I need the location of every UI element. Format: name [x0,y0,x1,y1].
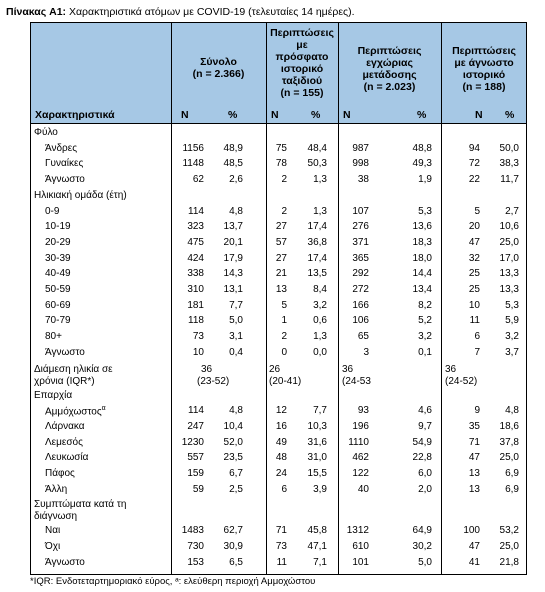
table-cell: 78 [275,158,287,170]
table-cell: 114 [188,205,204,217]
header-pct: % [311,109,321,121]
median-value: 36 [201,363,213,375]
table-cell: 10,4 [223,420,243,432]
table-cell: 71 [275,525,287,537]
table-cell: 6,9 [505,483,519,495]
table-cell: 3,9 [313,483,327,495]
row-label: 80+ [45,331,62,343]
table-cell: 6 [474,331,480,343]
table-cell: 10 [192,346,204,358]
table-cell: 3,2 [505,331,519,343]
table-cell: 47,1 [307,541,327,553]
table-cell: 1148 [182,158,204,170]
table-cell: 107 [352,205,369,217]
table-cell: 1 [281,315,287,327]
table-cell: 106 [352,315,369,327]
table-cell: 1,3 [313,174,327,186]
table-cell: 114 [188,405,204,417]
table-cell: 65 [357,331,369,343]
table-cell: 5,0 [418,556,432,568]
section-label: Επαρχία [34,389,73,401]
median-value: 36 [342,363,354,375]
table-cell: 6 [281,483,287,495]
table-cell: 6,7 [229,468,243,479]
table-cell: 4,8 [229,205,243,217]
table-cell: 24 [275,468,287,479]
table-cell: 47 [468,541,480,553]
table-cell: 9 [474,405,480,417]
footnote: *IQR: Ενδοτεταρτημοριακό εύρος, ᵃ: ελεύθερη περιοχή Αμμοχώστου [30,576,316,587]
row-label: 60-69 [45,299,71,311]
section-label: Φύλο [34,127,58,138]
table-cell: 3 [363,346,369,358]
header-pct: % [505,109,515,121]
header-total: Σύνολο (n = 2.366) [192,56,245,80]
table-cell: 100 [463,525,480,537]
median-iqr: (20-41) [269,375,302,387]
header-divider [31,123,526,124]
header-n: N [475,109,483,121]
table-cell: 8,2 [418,299,432,311]
table-cell: 2 [281,331,287,343]
table-cell: 3,2 [418,331,432,343]
row-label: Γυναίκες [45,158,84,170]
row-label: Άνδρες [45,142,78,154]
table-cell: 6,0 [418,468,432,479]
table-cell: 424 [187,252,204,264]
table-cell: 3,7 [505,346,519,358]
table-cell: 30,9 [223,541,243,553]
table-cell: 0,4 [229,346,243,358]
header-n: N [181,109,189,121]
table-cell: 31,6 [307,436,327,448]
table-cell: 153 [187,556,204,568]
table-cell: 987 [352,142,369,154]
table-cell: 1,3 [313,205,327,217]
table-cell: 5,9 [505,315,519,327]
table-cell: 365 [352,252,369,264]
row-label: 50-59 [45,284,71,295]
table-cell: 23,5 [223,452,243,464]
table-cell: 6,5 [229,556,243,568]
table-cell: 45,8 [307,525,327,537]
covid-characteristics-table [30,22,527,575]
row-label: 70-79 [45,315,71,327]
table-cell: 25,0 [499,236,519,248]
table-cell: 25 [468,284,480,295]
table-cell: 196 [352,420,369,432]
row-label: 20-29 [45,236,71,248]
table-cell: 0,1 [418,346,432,358]
table-cell: 462 [352,452,369,464]
row-label: Άγνωστο [45,556,85,568]
table-cell: 62,7 [223,525,243,537]
table-cell: 5,3 [505,299,519,311]
table-cell: 181 [187,299,204,311]
table-cell: 18,6 [499,420,519,432]
table-cell: 2,6 [229,174,243,186]
table-cell: 59 [192,483,204,495]
table-cell: 7,7 [313,405,327,417]
row-label: Άλλη [45,483,68,495]
header-unknown: Περιπτώσεις με άγνωστο ιστορικό (n = 188) [452,45,516,93]
table-cell: 4,8 [229,405,243,417]
table-cell: 38,3 [499,158,519,170]
table-cell: 41 [468,556,480,568]
table-cell: 50,0 [499,142,519,154]
table-cell: 0 [281,346,287,358]
table-cell: 10,3 [307,420,327,432]
header-local: Περιπτώσεις εγχώριας μετάδοσης (n = 2.023) [357,45,422,93]
table-cell: 32 [468,252,480,264]
table-cell: 48,4 [307,142,327,154]
table-cell: 25,0 [499,452,519,464]
table-cell: 35 [468,420,480,432]
table-cell: 5 [281,299,287,311]
row-label: 30-39 [45,252,71,264]
table-cell: 38 [357,174,369,186]
table-cell: 1230 [181,436,204,448]
table-cell: 8,4 [313,284,327,295]
table-cell: 1,3 [313,331,327,343]
table-cell: 2,5 [229,483,243,495]
table-caption [6,6,355,18]
table-cell: 118 [188,315,204,327]
table-cell: 71 [468,436,480,448]
table-cell: 2,7 [505,205,519,217]
table-cell: 276 [352,221,369,233]
table-cell: 21,8 [499,556,519,568]
table-cell: 48,8 [412,142,432,154]
table-cell: 13 [275,284,287,295]
table-cell: 73 [275,541,287,553]
table-cell: 47 [468,236,480,248]
table-cell: 37,8 [499,436,519,448]
row-label: Λευκωσία [45,452,89,464]
table-cell: 3,2 [313,299,327,311]
table-cell: 6,9 [505,468,519,479]
table-cell: 7,7 [229,299,243,311]
row-label: Πάφος [45,468,75,479]
table-cell: 247 [187,420,204,432]
table-cell: 54,9 [412,436,432,448]
table-cell: 48,5 [223,158,243,170]
table-cell: 13 [468,483,480,495]
row-label [45,405,106,417]
table-cell: 13,7 [223,221,243,233]
table-cell: 4,6 [418,405,432,417]
table-cell: 30,2 [412,541,432,553]
table-cell: 7 [474,346,480,358]
table-cell: 18,3 [412,236,432,248]
table-cell: 48 [275,452,287,464]
table-cell: 15,5 [307,468,327,479]
row-label: 0-9 [45,205,60,217]
table-cell: 17,4 [307,252,327,264]
table-cell: 18,0 [412,252,432,264]
table-cell: 93 [357,405,369,417]
table-cell: 1312 [346,525,369,537]
table-cell: 11,7 [500,174,519,186]
table-cell: 371 [352,236,369,248]
table-cell: 557 [187,452,204,464]
footnote-marker: α [101,405,106,413]
row-label: Λάρνακα [45,420,85,432]
table-cell: 20,1 [223,236,243,248]
table-cell: 12 [275,405,287,417]
table-cell: 159 [187,468,204,479]
table-cell: 25,0 [499,541,519,553]
table-cell: 13,3 [499,268,519,280]
table-cell: 292 [352,268,369,280]
table-cell: 13,1 [223,284,243,295]
table-cell: 22 [468,174,480,186]
table-cell: 50,3 [307,158,327,170]
median-age-label: Διάμεση ηλικία σε χρόνια (IQR*) [34,363,113,387]
table-cell: 310 [187,284,204,295]
median-value: 26 [269,363,281,375]
table-cell: 9,7 [418,420,432,432]
table-cell: 73 [192,331,204,343]
table-cell: 5,3 [418,205,432,217]
header-pct: % [228,109,238,121]
row-label-text: Αμμόχωστος [45,406,102,418]
table-cell: 272 [352,284,369,295]
table-cell: 47 [468,452,480,464]
table-cell: 52,0 [223,436,243,448]
row-label: Ναι [45,525,61,537]
header-characteristics: Χαρακτηριστικά [35,109,115,121]
median-iqr: (23-52) [197,375,230,387]
table-cell: 2 [281,174,287,186]
section-label: Ηλικιακή ομάδα (έτη) [34,189,127,201]
table-cell: 610 [352,541,369,553]
table-cell: 2 [281,205,287,217]
table-cell: 1156 [182,142,204,154]
table-cell: 11 [469,315,480,327]
table-cell: 4,8 [505,405,519,417]
table-cell: 75 [275,142,287,154]
median-iqr: (24-52) [445,375,478,387]
table-cell: 31,0 [307,452,327,464]
table-cell: 5,0 [229,315,243,327]
table-cell: 10 [468,299,480,311]
table-cell: 57 [275,236,287,248]
table-cell: 5 [474,205,480,217]
table-cell: 730 [187,541,204,553]
table-cell: 13 [468,468,480,479]
table-cell: 998 [352,158,369,170]
median-iqr: (24-53 [342,375,371,387]
table-cell: 1483 [181,525,204,537]
table-cell: 53,2 [499,525,519,537]
row-label: 10-19 [45,221,71,233]
table-cell: 1110 [348,436,369,448]
table-cell: 7,1 [313,556,327,568]
table-cell: 25 [468,268,480,280]
table-cell: 16 [275,420,287,432]
table-cell: 338 [187,268,204,280]
caption-label: Πίνακας A1: [6,6,67,18]
median-value: 36 [445,363,457,375]
header-n: N [271,109,279,121]
table-cell: 475 [187,236,204,248]
table-cell: 14,3 [223,268,243,280]
table-cell: 17,4 [307,221,327,233]
table-cell: 5,2 [418,315,432,327]
row-label: 40-49 [45,268,71,280]
table-cell: 2,0 [418,483,432,495]
row-label: Όχι [45,541,61,553]
header-travel: Περιπτώσεις με πρόσφατο ιστορικό ταξιδιού (n = 155) [270,27,334,99]
table-cell: 27 [275,252,287,264]
row-label: Άγνωστο [45,346,85,358]
table-cell: 22,8 [412,452,432,464]
table-cell: 10,6 [499,221,519,233]
table-cell: 94 [468,142,480,154]
table-cell: 166 [352,299,369,311]
table-cell: 101 [352,556,369,568]
table-cell: 122 [352,468,369,479]
table-cell: 49 [275,436,287,448]
table-cell: 13,4 [412,284,432,295]
table-cell: 11 [276,556,287,568]
table-cell: 14,4 [412,268,432,280]
table-cell: 49,3 [412,158,432,170]
table-cell: 3,1 [229,331,243,343]
table-cell: 27 [275,221,287,233]
table-cell: 1,9 [418,174,432,186]
table-cell: 40 [357,483,369,495]
table-cell: 13,5 [307,268,327,280]
table-cell: 13,6 [412,221,432,233]
caption-text: Χαρακτηριστικά ατόμων με COVID-19 (τελευταίες 14 ημέρες). [66,6,355,18]
table-cell: 20 [468,221,480,233]
table-cell: 64,9 [412,525,432,537]
table-cell: 48,9 [223,142,243,154]
table-cell: 21 [275,268,287,280]
symptoms-section-label: Συμπτώματα κατά τη διάγνωση [34,499,127,523]
table-cell: 13,3 [499,284,519,295]
table-cell: 0,0 [313,346,327,358]
row-label: Λεμεσός [45,436,83,448]
row-label: Άγνωστο [45,174,85,186]
table-cell: 36,8 [307,236,327,248]
table-cell: 62 [192,174,204,186]
table-cell: 17,0 [499,252,519,264]
table-cell: 17,9 [223,252,243,264]
table-cell: 323 [187,221,204,233]
header-pct: % [417,109,427,121]
table-cell: 72 [468,158,480,170]
table-cell: 0,6 [313,315,327,327]
header-n: N [343,109,351,121]
